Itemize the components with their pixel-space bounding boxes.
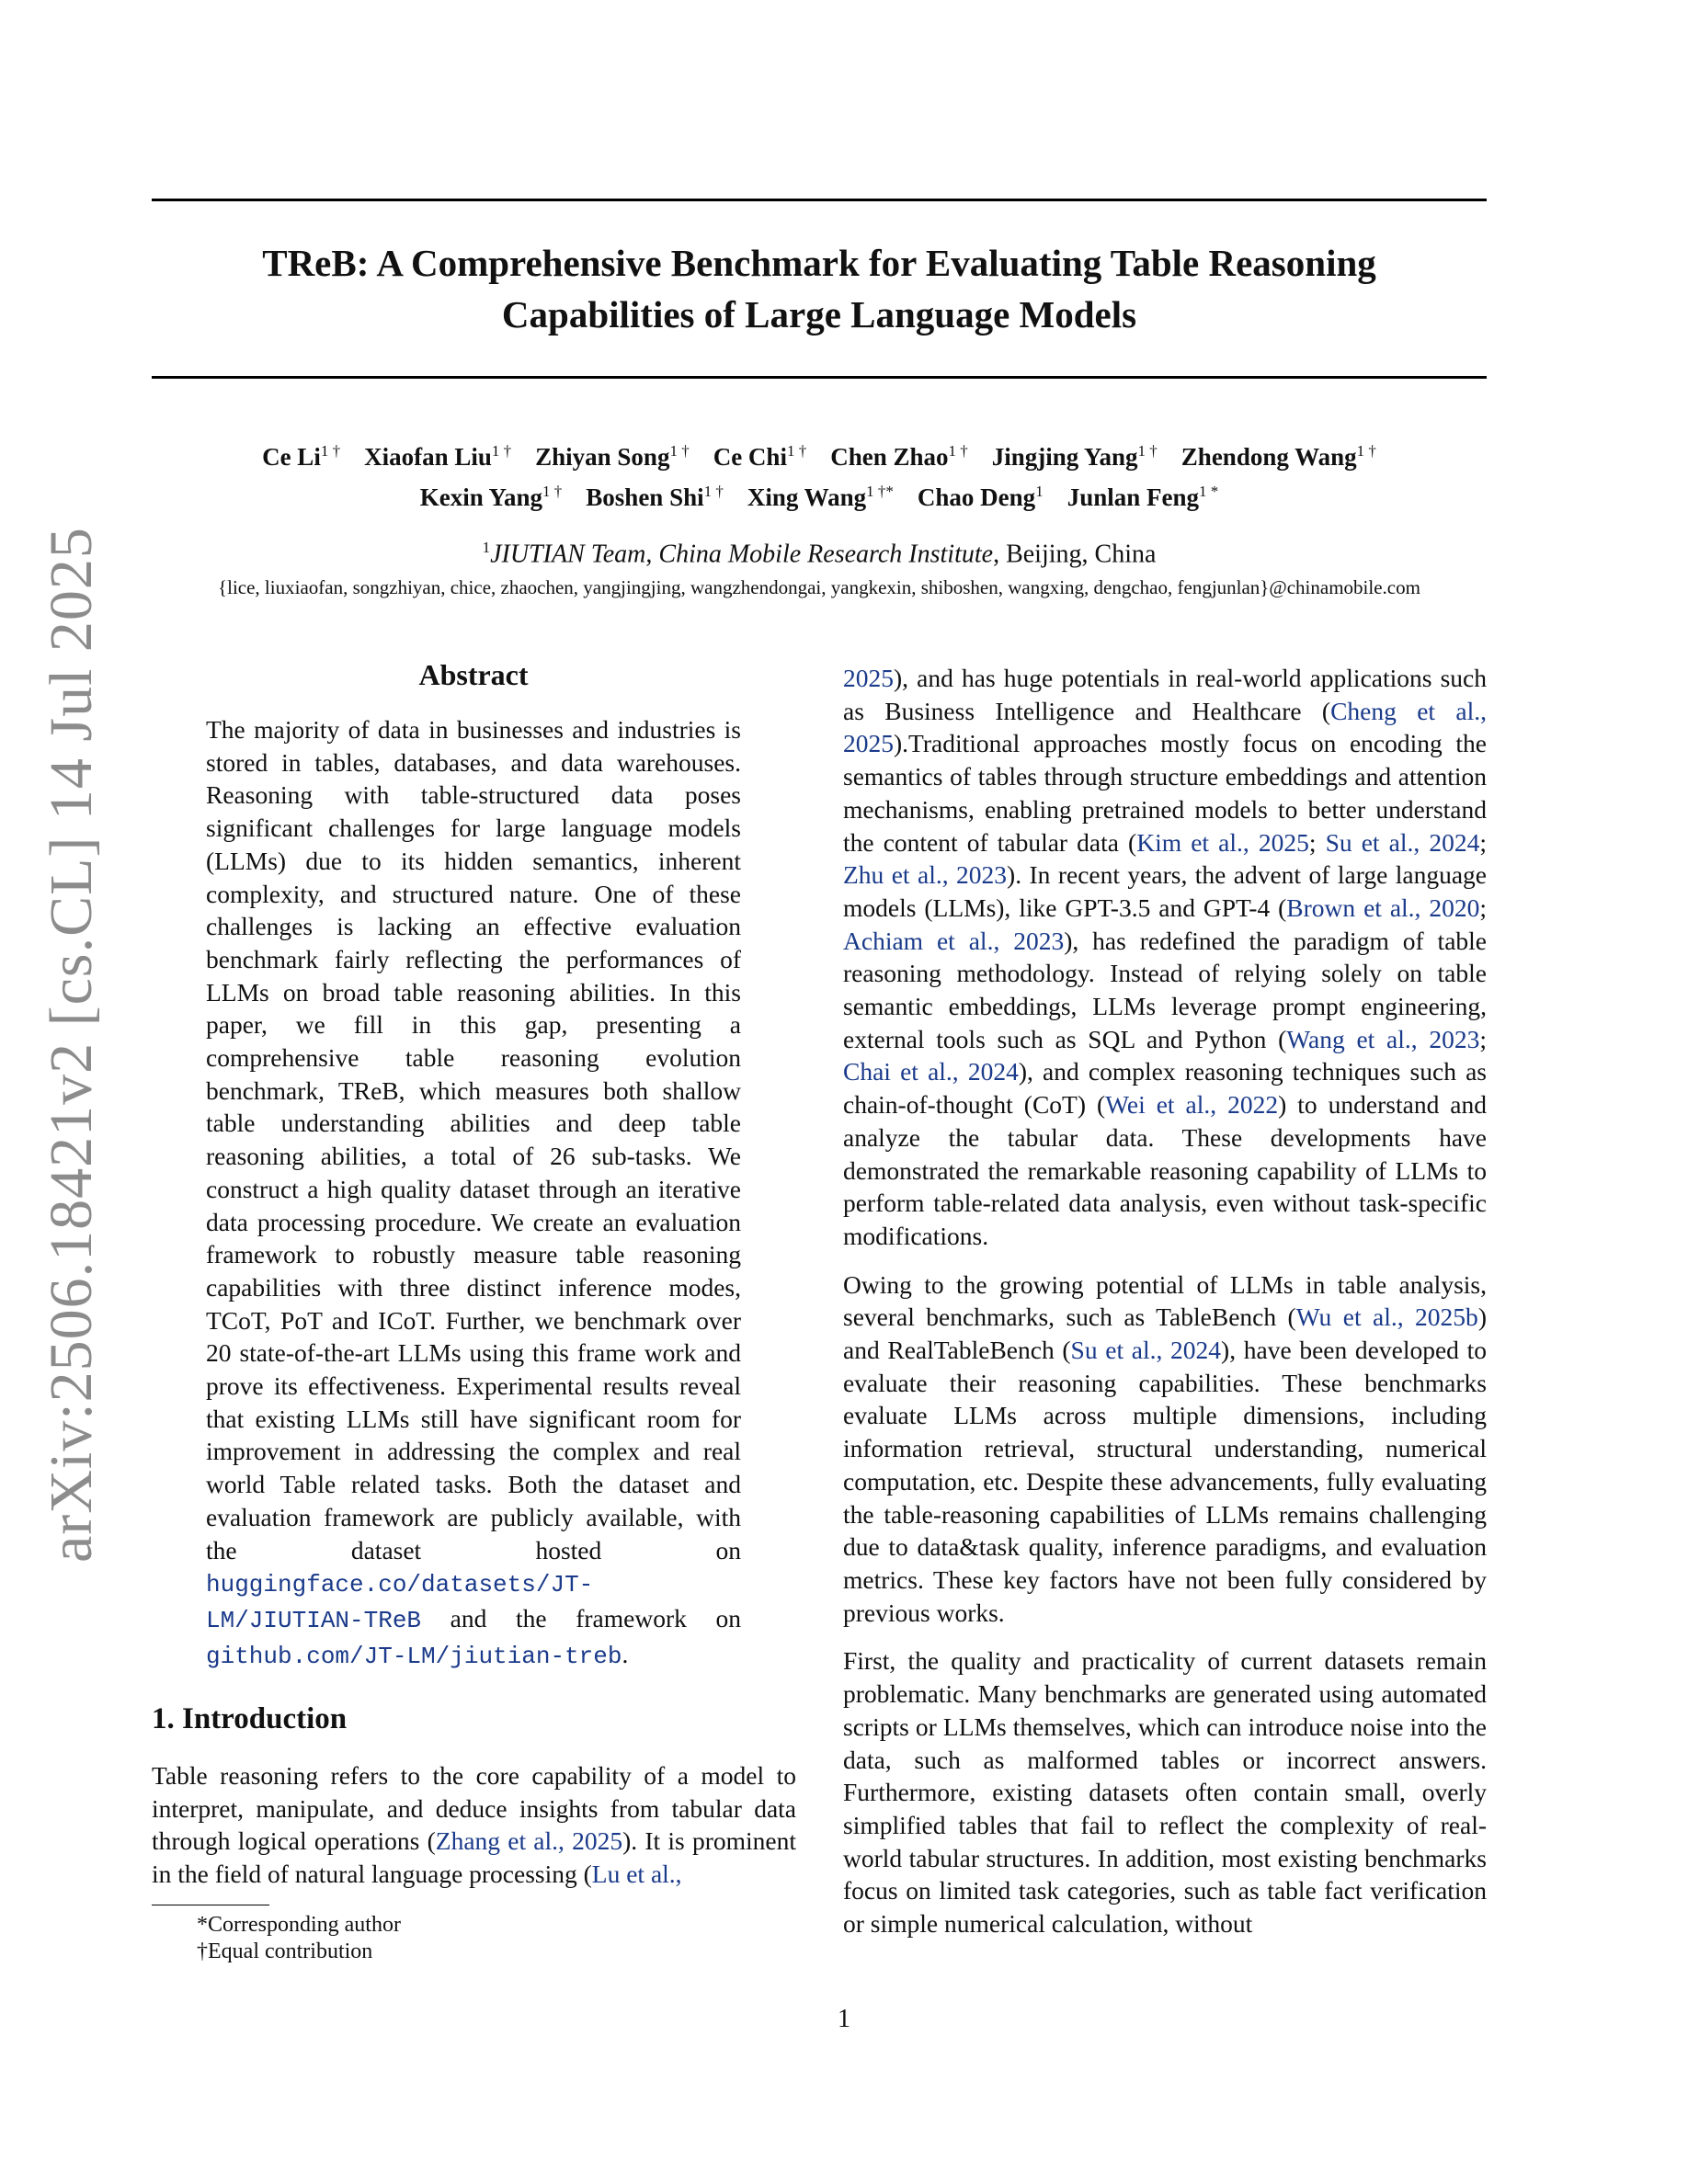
paragraph-text: Owing to the growing potential of LLMs in table analysis, several benchmarks, such as TableBench ( [843, 1269, 1487, 1332]
paragraph-text: ), and complex reasoning techniques such as chain-of-thought (CoT) ( [843, 1057, 1487, 1120]
author-affiliation-mark: 1 † [491, 442, 512, 460]
author-name [535, 443, 690, 471]
citation-link[interactable]: Achiam et al., 2023 [843, 926, 1065, 955]
paragraph-text: ; [1479, 827, 1487, 857]
footnote-equal-contribution: †Equal contribution [197, 1939, 373, 1963]
author-name-text: Xing Wang [747, 483, 867, 511]
title-rule-top [152, 199, 1487, 201]
right-paragraph-2 [843, 1268, 1487, 1630]
citation-link[interactable]: Wei et al., 2022 [1105, 1090, 1279, 1120]
citation-link[interactable]: Su et al., 2024 [1325, 827, 1480, 857]
right-column-body [843, 662, 1487, 1940]
author-name [1067, 483, 1219, 511]
affiliation-institute: JIUTIAN Team, China Mobile Research Institute [490, 540, 994, 569]
framework-link[interactable]: github.com/JT-LM/jiutian-treb [206, 1642, 622, 1670]
author-name [992, 443, 1158, 471]
paragraph-text: Table reasoning refers to the core capability of a model to interpret, manipulate, and deduce insights from tabular data through logical operations ( [152, 1761, 796, 1856]
author-affiliation-mark: 1 † [786, 442, 807, 460]
abstract-text: The majority of data in businesses and industries is stored in tables, databases, and data warehouses. Reasoning with table-structured data poses significant challenges for large language models (LLMs) due to its hidden semantics, inherent complexity, and structured nature. One of these challenges is lacking an effective evaluation benchmark fairly reflecting the performances of LLMs on broad table reasoning abilities. In this paper, we fill in this gap, presenting a comprehensive table reasoning evolution benchmark, TReB, which measures both shallow table understanding abilities and deep table reasoning abilities, a total of 26 sub-tasks. We construct a high quality dataset through an iterative data processing procedure. We create an evaluation framework to robustly measure table reasoning capabilities with three distinct inference modes, TCoT, PoT and ICoT. Further, we benchmark over 20 state-of-the-art LLMs using this frame work and prove its effectiveness. Experimental results reveal that existing LLMs still have significant room for improvement in addressing the complex and real world Table related tasks. Both the dataset and evaluation framework are publicly available, with the dataset hosted on [206, 715, 741, 1564]
author-name [830, 443, 968, 471]
right-paragraph-3 [843, 1644, 1487, 1939]
title-line-1: TReB: A Comprehensive Benchmark for Evaluating Table Reasoning [262, 242, 1376, 284]
author-name [1181, 443, 1376, 471]
abstract-heading: Abstract [418, 658, 529, 691]
paragraph-text: First, the quality and practicality of current datasets remain problematic. Many benchmarks are generated using automated scripts or LLMs themselves, which can introduce noise into the data, such as malformed tables or incorrect answers. Furthermore, existing datasets often contain small, overly simplified tables that fail to reflect the complexity of real-world tabular structures. In addition, most existing benchmarks focus on limited task categories, such as table fact verification or simple numerical calculation, without [843, 1646, 1487, 1939]
author-affiliation-mark: 1 * [1198, 483, 1219, 500]
paragraph-text: ; [1479, 1024, 1488, 1053]
introduction-body [152, 1759, 796, 1891]
author-name-text: Ce Chi [713, 443, 787, 471]
author-name-text: Chen Zhao [830, 443, 949, 471]
author-name-text: Ce Li [262, 443, 321, 471]
author-affiliation-mark: 1 † [320, 442, 341, 460]
author-name-text: Chao Deng [917, 483, 1036, 511]
author-name [747, 483, 894, 511]
paragraph-text: ).Traditional approaches mostly focus on encoding the semantics of tables through structure embeddings and attention mechanisms, enabling pretrained models to better understand the content of tabular data ( [843, 729, 1487, 857]
author-affiliation-mark: 1 † [542, 483, 563, 500]
title-rule-bottom [152, 376, 1487, 379]
author-name-text: Xiaofan Liu [364, 443, 492, 471]
author-name-text: Zhiyan Song [535, 443, 670, 471]
paragraph-text: ; [1308, 827, 1326, 857]
author-emails: {lice, liuxiaofan, songzhiyan, chice, zhaochen, yangjingjing, wangzhendongai, yangkexin, shiboshen, wangxing, dengchao, fengjunlan}@chinamobile.com [218, 576, 1420, 598]
author-affiliation-mark: 1 † [703, 483, 724, 500]
citation-link[interactable]: Lu et al., [591, 1860, 682, 1889]
citation-link[interactable]: Wu et al., 2025b [1295, 1302, 1478, 1332]
author-list [152, 434, 1487, 515]
author-affiliation-mark: 1 † [1356, 442, 1376, 460]
paragraph-text: ) to understand and analyze the tabular data. These developments have demonstrated the remarkable reasoning capability of LLMs to perform table-related data analysis, even without task-specific modifications. [843, 1090, 1488, 1250]
author-name [713, 443, 807, 471]
author-name-text: Jingjing Yang [991, 443, 1138, 471]
paragraph-text: ; [1479, 893, 1487, 922]
affiliation-location: , Beijing, China [993, 540, 1157, 569]
author-name-text: Junlan Feng [1066, 483, 1199, 511]
abstract-text-between: and the framework on [421, 1603, 741, 1632]
citation-link[interactable]: Zhang et al., 2025 [435, 1826, 623, 1856]
paragraph-text: ) and RealTableBench ( [843, 1302, 1487, 1365]
affiliation-mark: 1 [482, 539, 491, 556]
author-name-text: Zhendong Wang [1180, 443, 1357, 471]
author-affiliation-mark: 1 † [669, 442, 690, 460]
author-affiliation-mark: 1 † [1137, 442, 1158, 460]
introduction-paragraph [152, 1759, 796, 1891]
arxiv-identifier-stamp: arXiv:2506.18421v2 [cs.CL] 14 Jul 2025 [38, 527, 105, 1563]
abstract-body [206, 713, 741, 1673]
footnote-corresponding: *Corresponding author [197, 1913, 401, 1937]
author-name-text: Kexin Yang [419, 483, 543, 511]
author-name [262, 443, 340, 471]
author-name [918, 483, 1044, 511]
page-number: 1 [838, 2005, 850, 2033]
citation-link[interactable]: Su et al., 2024 [1070, 1336, 1222, 1365]
abstract-text-end: . [622, 1639, 629, 1668]
citation-link[interactable]: Kim et al., 2025 [1136, 827, 1309, 857]
dataset-link[interactable]: huggingface.co/datasets/JT-LM/JIUTIAN-TReB [206, 1571, 594, 1634]
author-name-text: Boshen Shi [586, 483, 704, 511]
author-affiliation-mark: 1 [1035, 483, 1044, 500]
paper-title [152, 237, 1487, 340]
paragraph-text: ), and has huge potentials in real-world applications such as Business Intelligence and Healthcare ( [843, 664, 1487, 725]
author-name [364, 443, 511, 471]
right-paragraph-1 [843, 662, 1487, 1253]
paragraph-text: ), has redefined the paradigm of table reasoning methodology. Instead of relying solely on table semantic embeddings, LLMs leverage prompt engineering, external tools such as SQL and Python ( [843, 926, 1488, 1053]
citation-link[interactable]: Cheng et al., 2025 [843, 696, 1487, 758]
title-line-2: Capabilities of Large Language Models [501, 293, 1137, 336]
affiliation [152, 539, 1487, 569]
introduction-heading: 1. Introduction [152, 1702, 348, 1735]
author-affiliation-mark: 1 †* [866, 483, 894, 500]
citation-link[interactable]: Brown et al., 2020 [1286, 893, 1480, 922]
citation-link[interactable]: Zhu et al., 2023 [843, 860, 1008, 890]
citation-link[interactable]: Chai et al., 2024 [843, 1057, 1019, 1086]
citation-link[interactable]: 2025 [843, 664, 894, 692]
author-name [586, 483, 724, 511]
paragraph-text: ), have been developed to evaluate their reasoning capabilities. These benchmarks evaluate LLMs across multiple dimensions, including information retrieval, structural understanding, numerical computation, etc. Despite these advancements, fully evaluating the table-reasoning capabilities of LLMs remains challenging due to data&task quality, inference paradigms, and evaluation metrics. These key factors have not been fully considered by previous works. [843, 1336, 1487, 1627]
paragraph-text: ). In recent years, the advent of large language models (LLMs), like GPT-3.5 and GPT-4 ( [843, 860, 1487, 922]
footnotes [197, 1912, 401, 1965]
author-affiliation-mark: 1 † [948, 442, 968, 460]
paragraph-text: ). It is prominent in the field of natural language processing ( [152, 1826, 796, 1889]
citation-link[interactable]: Wang et al., 2023 [1286, 1024, 1480, 1053]
author-name [420, 483, 563, 511]
